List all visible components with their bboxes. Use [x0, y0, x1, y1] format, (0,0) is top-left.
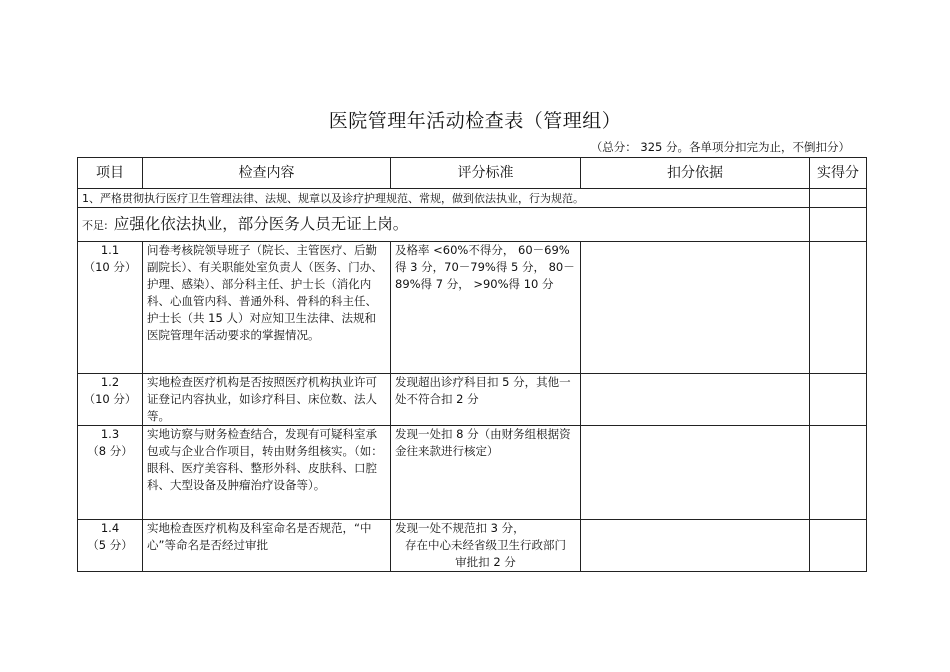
criteria-line: 存在中心未经省级卫生行政部门 — [405, 538, 566, 552]
item-number: 1.4 — [100, 521, 120, 535]
criteria-line: 发现超出诊疗科目扣 5 分，其他一处不符合扣 2 分 — [395, 375, 571, 406]
item-points: （10 分） — [83, 392, 137, 406]
deduction-basis-cell — [581, 426, 810, 520]
header-score: 实得分 — [810, 158, 867, 189]
criteria-cell — [391, 242, 581, 374]
deficit-label: 不足: — [82, 218, 108, 232]
content-cell: 实地检查医疗机构是否按照医疗机构执业许可证登记内容执业，如诊疗科目、床位数、法人等。 — [143, 374, 391, 426]
deficit-cell — [78, 208, 810, 242]
section-score-cell — [810, 189, 867, 208]
score-note: （总分： 325 分。各单项分扣完为止，不倒扣分） — [590, 140, 850, 154]
item-cell — [78, 242, 143, 374]
header-item: 项目 — [78, 158, 143, 189]
item-points: （5 分） — [87, 538, 133, 552]
page-title: 医院管理年活动检查表（管理组） — [328, 110, 622, 132]
table-header — [78, 158, 867, 189]
criteria-cell — [391, 426, 581, 520]
section-text: 1、严格贯彻执行医疗卫生管理法律、法规、规章以及诊疗护理规范、常规，做到依法执业，行为规范。 — [78, 189, 810, 208]
criteria-line: 及格率 <60%不得分， 60－69%得 3 分，70－79%得 5 分， 80－89%得 7 分， >90%得 10 分 — [395, 243, 575, 291]
header-content: 检查内容 — [143, 158, 391, 189]
table-row — [78, 426, 867, 520]
header-deduction-basis: 扣分依据 — [581, 158, 810, 189]
table-row — [78, 520, 867, 572]
criteria-line: 发现一处不规范扣 3 分， — [395, 521, 525, 535]
deduction-basis-cell — [581, 242, 810, 374]
item-cell — [78, 374, 143, 426]
criteria-cell — [391, 374, 581, 426]
content-cell: 问卷考核院领导班子（院长、主管医疗、后勤副院长）、有关职能处室负责人（医务、门办、护理、感染）、部分科主任、护士长（消化内科、心血管内科、普通外科、骨科的科主任、 护士长（共 15 人）对应知卫生法律、法规和医院管理年活动要求的掌握情况。 — [143, 242, 391, 374]
item-points: （10 分） — [83, 260, 137, 274]
deduction-basis-cell — [581, 520, 810, 572]
item-cell — [78, 520, 143, 572]
inspection-table — [77, 157, 867, 572]
deficit-row — [78, 208, 867, 242]
deficit-score-cell — [810, 208, 867, 242]
item-cell — [78, 426, 143, 520]
deficit-text: 应强化依法执业，部分医务人员无证上岗。 — [113, 214, 409, 233]
item-number: 1.2 — [100, 375, 120, 389]
item-points: （8 分） — [87, 444, 133, 458]
item-number: 1.3 — [100, 427, 120, 441]
score-cell — [810, 520, 867, 572]
criteria-line: 审批扣 2 分 — [455, 555, 516, 569]
score-cell — [810, 242, 867, 374]
criteria-line: 发现一处扣 8 分（由财务组根据资金往来款进行核定） — [395, 427, 571, 458]
content-cell: 实地检查医疗机构及科室命名是否规范，“中心”等命名是否经过审批 — [143, 520, 391, 572]
table-row — [78, 374, 867, 426]
score-cell — [810, 374, 867, 426]
score-cell — [810, 426, 867, 520]
section-row — [78, 189, 867, 208]
deduction-basis-cell — [581, 374, 810, 426]
header-criteria: 评分标准 — [391, 158, 581, 189]
criteria-cell — [391, 520, 581, 572]
content-cell: 实地访察与财务检查结合，发现有可疑科室承包或与企业合作项目，转由财务组核实。（如：眼科、医疗美容科、整形外科、皮肤科、口腔科、大型设备及肿瘤治疗设备等）。 — [143, 426, 391, 520]
item-number: 1.1 — [100, 243, 120, 257]
table-row — [78, 242, 867, 374]
